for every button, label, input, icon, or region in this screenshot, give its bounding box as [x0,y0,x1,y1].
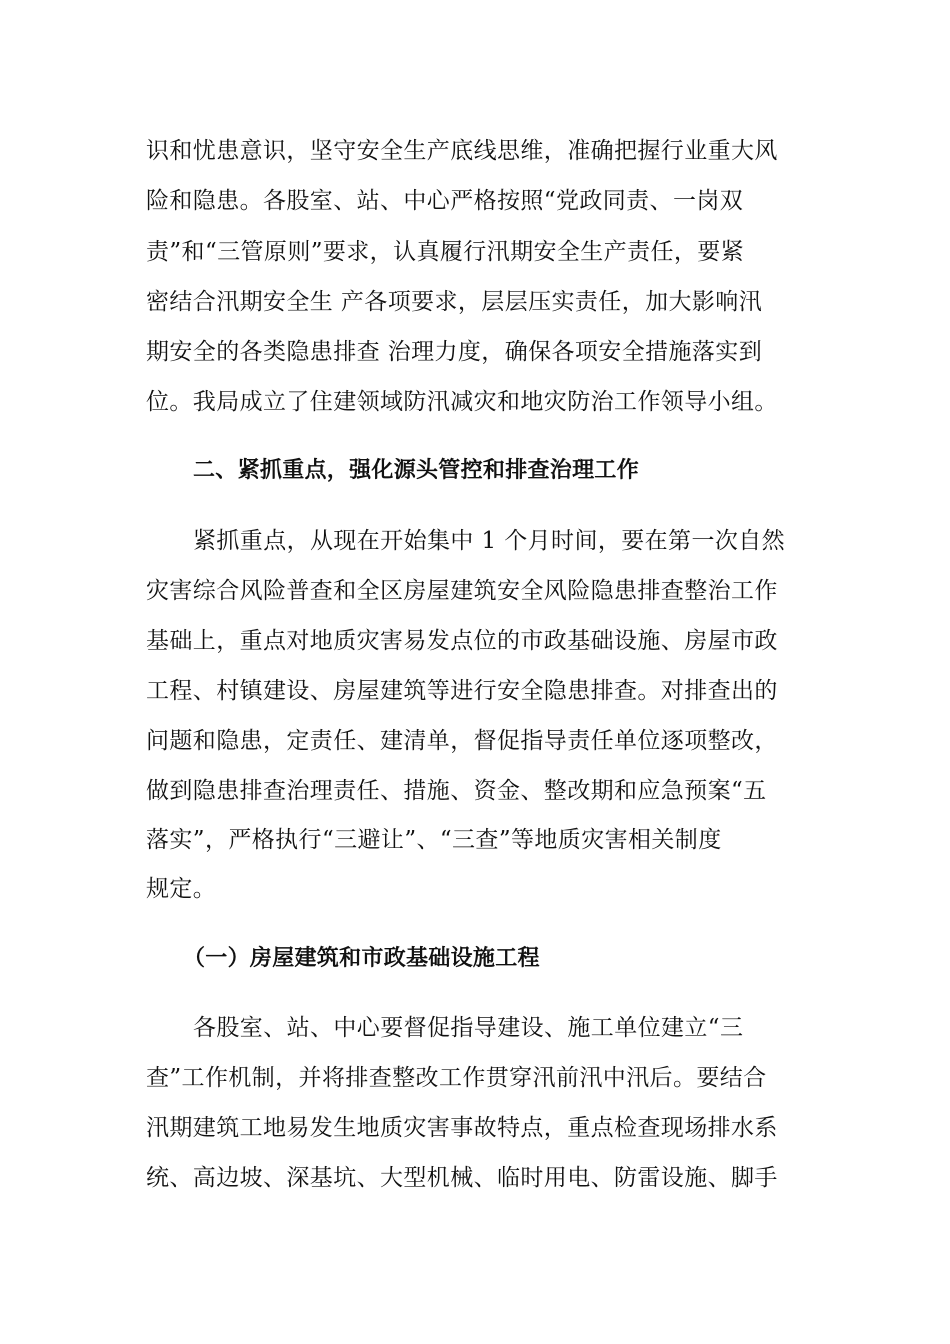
paragraph-1-line-5: 期安全的各类隐患排查 治理力度，确保各项安全措施落实到 [146,339,763,365]
paragraph-2-line-4: 工程、村镇建设、房屋建筑等进行安全隐患排查。对排查出的 [146,678,778,704]
paragraph-2-line-8: 规定。 [146,876,217,902]
paragraph-3-line-3: 汛期建筑工地易发生地质灾害事故特点，重点检查现场排水系 [146,1115,778,1141]
paragraph-3-line-1: 各股室、站、中心要督促指导建设、施工单位建立“三 [193,1015,744,1041]
paragraph-1-line-1: 识和忧患意识，坚守安全生产底线思维，准确把握行业重大风 [146,138,778,164]
paragraph-1-line-4: 密结合汛期安全生 产各项要求，层层压实责任，加大影响汛 [146,289,763,315]
paragraph-2-line-5: 问题和隐患，定责任、建清单，督促指导责任单位逐项整改， [146,728,778,754]
paragraph-1-line-6: 位。我局成立了住建领域防汛减灾和地灾防治工作领导小组。 [146,389,778,415]
paragraph-2-line-7: 落实”，严格执行“三避让”、“三查”等地质灾害相关制度 [146,827,722,853]
paragraph-2-line-6: 做到隐患排查治理责任、措施、资金、整改期和应急预案“五 [146,778,767,804]
paragraph-3-line-4: 统、高边坡、深基坑、大型机械、临时用电、防雷设施、脚手 [146,1165,778,1191]
paragraph-1-line-3: 责”和“三管原则”要求，认真履行汛期安全生产责任，要紧 [146,239,745,265]
subsection-heading: （一）房屋建筑和市政基础设施工程 [183,946,540,971]
paragraph-2-line-2: 灾害综合风险普查和全区房屋建筑安全风险隐患排查整治工作 [146,578,778,604]
section-heading: 二、紧抓重点，强化源头管控和排查治理工作 [193,458,640,483]
paragraph-1-line-2: 险和隐患。各股室、站、中心严格按照“党政同责、一岗双 [146,188,744,214]
paragraph-2-line-3: 基础上，重点对地质灾害易发点位的市政基础设施、房屋市政 [146,628,778,654]
paragraph-2-line-1: 紧抓重点，从现在开始集中 1 个月时间，要在第一次自然 [193,528,786,554]
paragraph-3-line-2: 查”工作机制，并将排查整改工作贯穿汛前汛中汛后。要结合 [146,1065,767,1091]
